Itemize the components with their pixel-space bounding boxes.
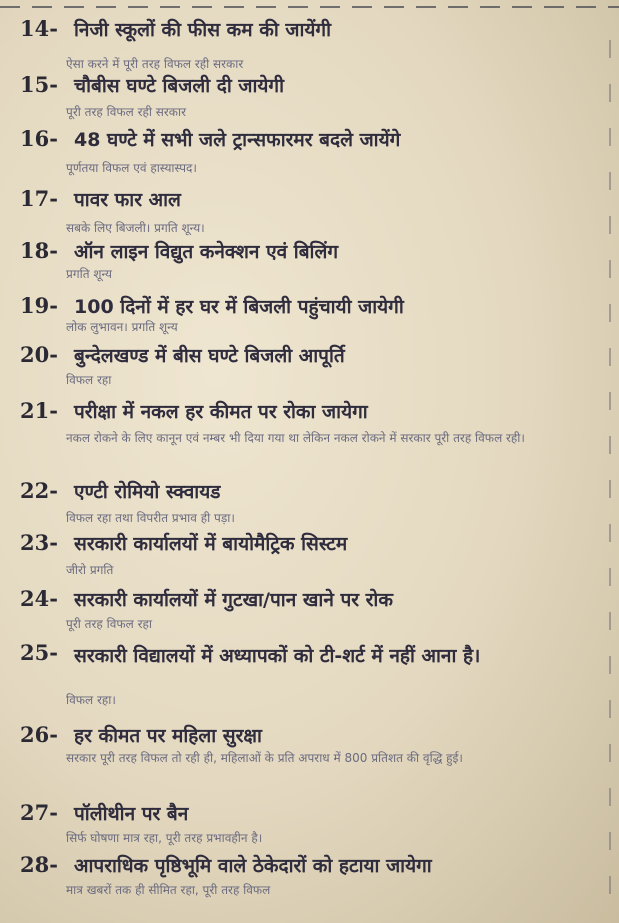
item-number: 26-: [20, 722, 58, 747]
item-title: निजी स्कूलों की फीस कम की जायेंगी: [74, 19, 332, 41]
item-title: आपराधिक पृष्ठिभूमि वाले ठेकेदारों को हटाया जायेगा: [74, 855, 432, 877]
item-note: नकल रोकने के लिए कानून एवं नम्बर भी दिया गया था लेकिन नकल रोकने में सरकार पूरी तरह विफल रही।: [66, 431, 525, 445]
item-title: बुन्देलखण्ड में बीस घण्टे बिजली आपूर्ति: [74, 345, 345, 367]
item-note: सबके लिए बिजली। प्रगति शून्य।: [66, 221, 205, 235]
item-title: सरकारी विद्यालयों में अध्यापकों को टी-शर्ट में नहीं आना है।: [74, 645, 481, 667]
item-title: परीक्षा में नकल हर कीमत पर रोका जायेगा: [74, 401, 368, 423]
item-note: विफल रहा।: [66, 693, 116, 707]
item-number: 20-: [20, 342, 58, 367]
item-title: सरकारी कार्यालयों में गुटखा/पान खाने पर रोक: [74, 589, 393, 611]
item-title: 48 घण्टे में सभी जले ट्रान्सफारमर बदले जायेंगे: [74, 129, 401, 151]
item-note: ऐसा करने में पूरी तरह विफल रही सरकार: [66, 57, 244, 71]
item-title: हर कीमत पर महिला सुरक्षा: [74, 725, 262, 747]
item-number: 15-: [20, 72, 58, 97]
item-note: सिर्फ घोषणा मात्र रहा, पूरी तरह प्रभावहीन है।: [66, 831, 263, 845]
item-note: पूरी तरह विफल रहा: [66, 617, 152, 631]
item-title: एण्टी रोमियो स्क्वायड: [74, 481, 221, 503]
item-number: 27-: [20, 800, 58, 825]
item-title: पॉलीथीन पर बैन: [74, 803, 189, 825]
item-number: 19-: [20, 293, 58, 318]
item-number: 23-: [20, 530, 58, 555]
right-dashed-border: [609, 40, 611, 920]
item-note: मात्र खबरों तक ही सीमित रहा, पूरी तरह विफल: [66, 883, 271, 897]
item-number: 22-: [20, 478, 58, 503]
item-number: 17-: [20, 186, 58, 211]
item-number: 18-: [20, 238, 58, 263]
item-note: पूरी तरह विफल रही सरकार: [66, 105, 187, 119]
item-title: ऑन लाइन विद्युत कनेक्शन एवं बिलिंग: [74, 241, 339, 263]
item-number: 14-: [20, 16, 58, 41]
item-note: लोक लुभावन। प्रगति शून्य: [66, 320, 178, 334]
item-note: पूर्णतया विफल एवं हास्यास्पद।: [66, 161, 197, 175]
item-note: प्रगति शून्य: [66, 267, 113, 281]
item-number: 25-: [20, 640, 58, 665]
item-note: सरकार पूरी तरह विफल तो रही ही, महिलाओं के प्रति अपराध में 800 प्रतिशत की वृद्धि हुई।: [66, 751, 463, 765]
item-number: 24-: [20, 586, 58, 611]
item-note: विफल रहा तथा विपरीत प्रभाव ही पड़ा।: [66, 511, 235, 525]
item-title: पावर फार आल: [74, 189, 181, 211]
item-title: सरकारी कार्यालयों में बायोमैट्रिक सिस्टम: [74, 533, 348, 555]
item-title: 100 दिनों में हर घर में बिजली पहुंचायी जायेगी: [74, 296, 404, 318]
top-dashed-border: [0, 6, 619, 8]
item-number: 16-: [20, 126, 58, 151]
item-title: चौबीस घण्टे बिजली दी जायेगी: [74, 75, 285, 97]
item-number: 21-: [20, 398, 58, 423]
item-note: जीरो प्रगति: [66, 563, 114, 577]
item-note: विफल रहा: [66, 373, 112, 387]
item-number: 28-: [20, 852, 58, 877]
